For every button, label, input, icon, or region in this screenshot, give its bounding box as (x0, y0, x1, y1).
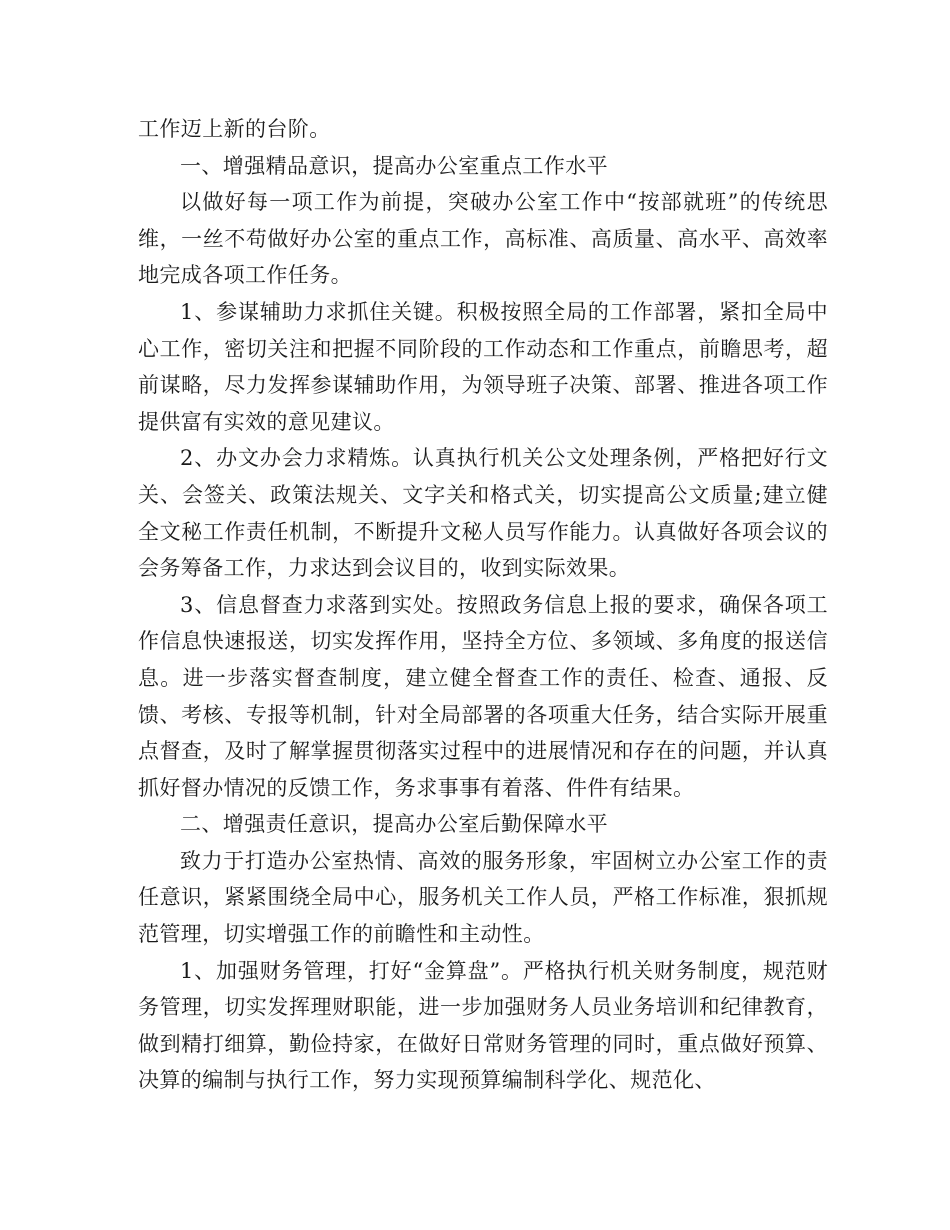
paragraph-continuation: 工作迈上新的台阶。 (138, 117, 331, 141)
paragraph-item-1-1: 1、参谋辅助力求抓住关键。积极按照全局的工作部署，紧扣全局中心工作，密切关注和把握不同阶段的工作动态和工作重点，前瞻思考，超前谋略，尽力发挥参谋辅助作用，为领导班子决策、部署、推进各项工作提供富有实效的意见建议。 (138, 299, 828, 434)
section-heading-2: 二、增强责任意识，提高办公室后勤保障水平 (180, 812, 608, 837)
section-heading-1: 一、增强精品意识，提高办公室重点工作水平 (180, 153, 608, 178)
paragraph-section-2-intro: 致力于打造办公室热情、高效的服务形象，牢固树立办公室工作的责任意识，紧紧围绕全局中心，服务机关工作人员，严格工作标准，狠抓规范管理，切实增强工作的前瞻性和主动性。 (138, 848, 828, 947)
paragraph-section-1-intro: 以做好每一项工作为前提，突破办公室工作中“按部就班”的传统思维，一丝不苟做好办公室的重点工作，高标准、高质量、高水平、高效率地完成各项工作任务。 (138, 190, 828, 288)
paragraph-item-1-3: 3、信息督查力求落到实处。按照政务信息上报的要求，确保各项工作信息快速报送，切实发挥作用，坚持全方位、多领域、多角度的报送信息。进一步落实督查制度，建立健全督查工作的责任、检查、通报、反馈、考核、专报等机制，针对全局部署的各项重大任务，结合实际开展重点督查，及时了解掌握贯彻落实过程中的进展情况和存在的问题，并认真抓好督办情况的反馈工作，务求事事有着落、件件有结果。 (138, 592, 828, 800)
paragraph-item-2-1: 1、加强财务管理，打好“金算盘”。严格执行机关财务制度，规范财务管理，切实发挥理财职能，进一步加强财务人员业务培训和纪律教育，做到精打细算，勤俭持家，在做好日常财务管理的同时，重点做好预算、决算的编制与执行工作，努力实现预算编制科学化、规范化、 (138, 958, 828, 1093)
paragraph-item-1-2: 2、办文办会力求精炼。认真执行机关公文处理条例，严格把好行文关、会签关、政策法规关、文字关和格式关，切实提高公文质量;建立健全文秘工作责任机制，不断提升文秘人员写作能力。认真做好各项会议的会务筹备工作，力求达到会议目的，收到实际效果。 (138, 446, 828, 581)
document-body (138, 111, 828, 1099)
